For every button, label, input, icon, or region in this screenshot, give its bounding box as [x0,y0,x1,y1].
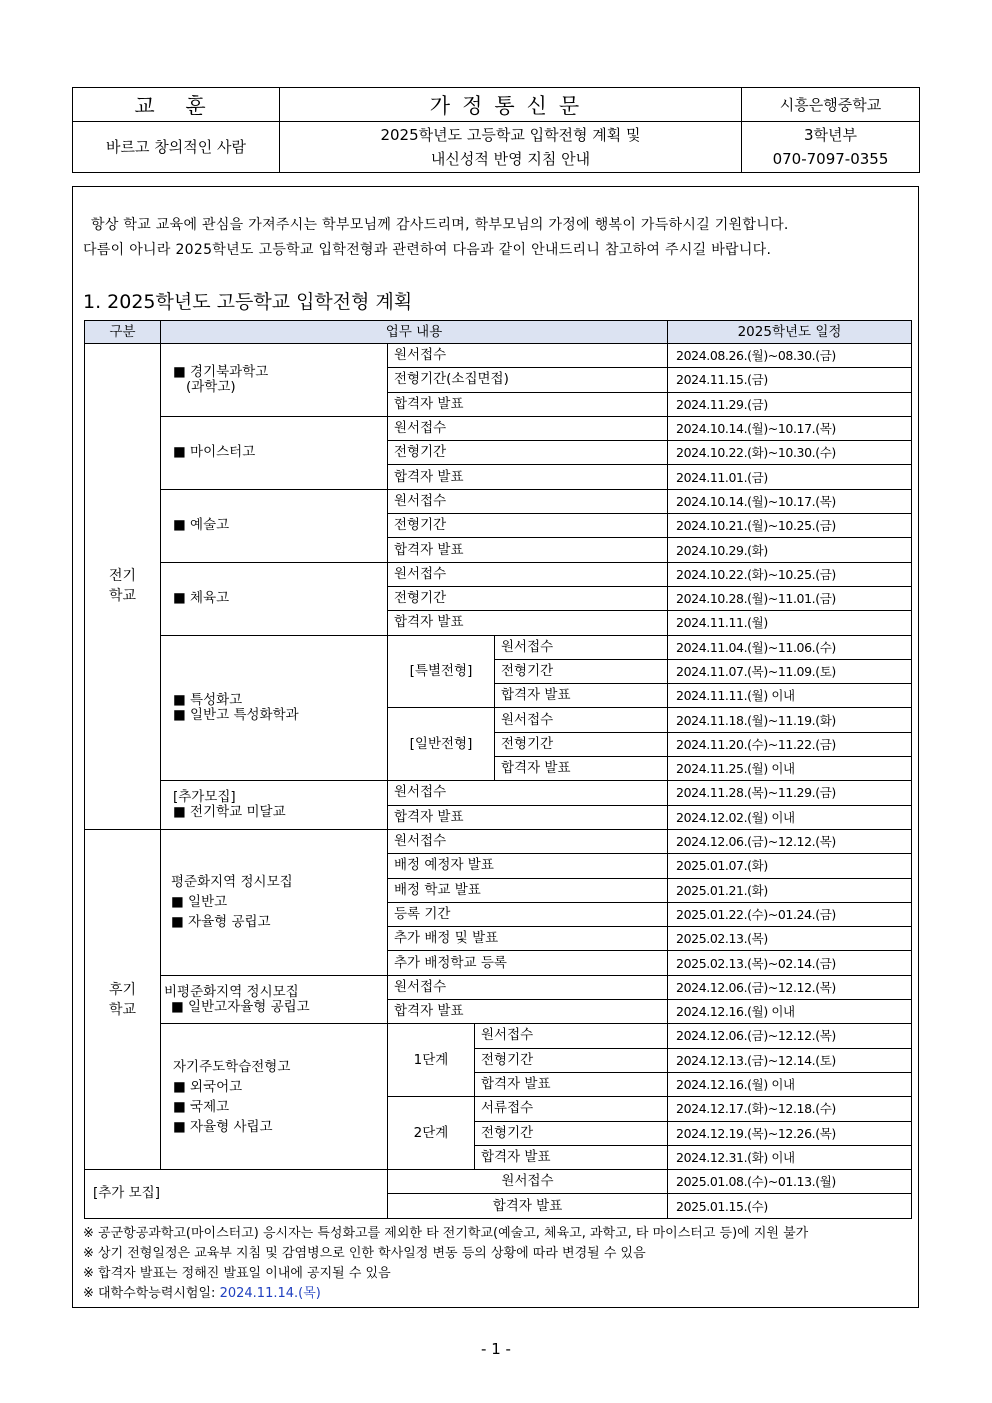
table-row: 합격자 발표 2024.10.29.(화) [85,538,912,562]
table-row: 자기주도학습전형고 ■ 외국어고 ■ 국제고 ■ 자율형 사립고 1단계 원서접수 2024.12.06.(금)~12.12.(목) [85,1024,912,1048]
school-motto: 바르고 창의적인 사람 [73,122,280,173]
table-row: ■ 마이스터고 원서접수 2024.10.14.(월)~10.17.(목) [85,416,912,440]
intro-line-1: 항상 학교 교육에 관심을 가져주시는 학부모님께 감사드리며, 학부모님의 가정에 행복이 가득하시길 기원합니다. [91,217,789,233]
table-row: 추가 배정 및 발표 2025.02.13.(목) [85,927,912,951]
motto-label: 교 훈 [73,88,280,122]
col-header-schedule: 2025학년도 일정 [668,321,912,344]
csat-date: 2024.11.14.(목) [219,1286,321,1301]
table-row: 합격자 발표 2024.12.02.(월) 이내 [85,805,912,829]
content-box [72,186,919,1308]
phone-number: 070-7097-0355 [772,150,889,168]
table-row: 합격자 발표 2024.12.16.(월) 이내 [85,1000,912,1024]
school-type-equalized: 평준화지역 정시모집 ■ 일반고 ■ 자율형 공립고 [161,829,388,975]
table-row: 합격자 발표 2024.12.31.(화) 이내 [85,1145,912,1169]
school-type-non-equalized: 비평준화지역 정시모집 ■ 일반고자율형 공립고 [161,975,388,1024]
note-2: ※ 상기 전형일정은 교육부 지침 및 감염병으로 인한 학사일정 변동 등의 상황에 따라 변경될 수 있음 [83,1246,646,1261]
table-row: ■ 특성화고 ■ 일반고 특성화학과 [특별전형] 원서접수 2024.11.04.(월)~11.06.(수) [85,635,912,659]
note-4 [83,1284,808,1304]
intro-text [83,213,911,263]
note-3: ※ 합격자 발표는 정해진 발표일 이내에 공지될 수 있음 [83,1266,391,1281]
school-type-science: ■ 경기북과학고 (과학고) [161,344,388,417]
intro-line-2: 다름이 아니라 2025학년도 고등학교 입학전형과 관련하여 다음과 같이 안내드리니 참고하여 주시길 바랍니다. [83,242,772,258]
page-number: - 1 - [481,1340,511,1358]
table-row: 합격자 발표 2025.01.15.(수) [85,1194,912,1218]
table-row: 전형기간 2024.10.22.(화)~10.30.(수) [85,441,912,465]
table-row: 배정 학교 발표 2025.01.21.(화) [85,878,912,902]
table-row: [추가모집] ■ 전기학교 미달교 원서접수 2024.11.28.(목)~11.29.(금) [85,781,912,805]
table-row: 2단계 서류접수 2024.12.17.(화)~12.18.(수) [85,1097,912,1121]
track-general: [일반전형] [388,708,495,781]
header-table [72,87,920,173]
col-header-category: 구분 [85,321,161,344]
department: 3학년부 [803,126,857,144]
table-row: 배정 예정자 발표 2025.01.07.(화) [85,854,912,878]
schedule-table [84,320,912,1219]
table-row: 전형기간 2024.11.07.(목)~11.09.(토) [85,659,912,683]
school-type-meister: ■ 마이스터고 [161,416,388,489]
extra-recruitment-label: [추가 모집] [85,1170,388,1219]
table-row: 비평준화지역 정시모집 ■ 일반고자율형 공립고 원서접수 2024.12.06.(금)~12.12.(목) [85,975,912,999]
table-row: 합격자 발표 2024.11.11.(월) [85,611,912,635]
subject-line-1: 2025학년도 고등학교 입학전형 계획 및 [380,126,641,144]
table-row: 전기 학교 ■ 경기북과학고 (과학고) 원서접수 2024.08.26.(월)~08.30.(금) [85,344,912,368]
school-type-self-directed: 자기주도학습전형고 ■ 외국어고 ■ 국제고 ■ 자율형 사립고 [161,1024,388,1170]
table-row: 등록 기간 2025.01.22.(수)~01.24.(금) [85,902,912,926]
table-row: 전형기간 2024.12.19.(목)~12.26.(목) [85,1121,912,1145]
late-school-label: 후기 학교 [85,829,161,1169]
table-row: 전형기간(소집면접) 2024.11.15.(금) [85,368,912,392]
contact-info [742,122,920,173]
early-school-label: 전기 학교 [85,344,161,830]
stage-2: 2단계 [388,1097,475,1170]
stage-1: 1단계 [388,1024,475,1097]
table-row: 합격자 발표 2024.11.01.(금) [85,465,912,489]
notes [83,1224,808,1304]
table-row: [추가 모집] 원서접수 2025.01.08.(수)~01.13.(월) [85,1170,912,1194]
table-row: [일반전형] 원서접수 2024.11.18.(월)~11.19.(화) [85,708,912,732]
note-1: ※ 공군항공과학고(마이스터고) 응시자는 특성화고를 제외한 타 전기학교(예술고, 체육고, 과학고, 타 마이스터고 등)에 지원 불가 [83,1226,809,1241]
section-title: 1. 2025학년도 고등학교 입학전형 계획 [83,291,413,313]
table-row: 전형기간 2024.11.20.(수)~11.22.(금) [85,732,912,756]
table-row: ■ 예술고 원서접수 2024.10.14.(월)~10.17.(목) [85,489,912,513]
school-name: 시흥은행중학교 [742,88,920,122]
table-row: 합격자 발표 2024.11.11.(월) 이내 [85,684,912,708]
table-row: 합격자 발표 2024.12.16.(월) 이내 [85,1072,912,1096]
document-subject [280,122,742,173]
table-row: 합격자 발표 2024.11.29.(금) [85,392,912,416]
school-type-vocational: ■ 특성화고 ■ 일반고 특성화학과 [161,635,388,781]
table-row: ■ 체육고 원서접수 2024.10.22.(화)~10.25.(금) [85,562,912,586]
track-special: [특별전형] [388,635,495,708]
col-header-task: 업무 내용 [161,321,668,344]
table-row: 전형기간 2024.10.21.(월)~10.25.(금) [85,514,912,538]
school-type-sports: ■ 체육고 [161,562,388,635]
table-row: 후기 학교 평준화지역 정시모집 ■ 일반고 ■ 자율형 공립고 원서접수 2024.12.06.(금)~12.12.(목) [85,829,912,853]
table-row: 전형기간 2024.10.28.(월)~11.01.(금) [85,586,912,610]
school-type-arts: ■ 예술고 [161,489,388,562]
school-type-early-additional: [추가모집] ■ 전기학교 미달교 [161,781,388,830]
subject-line-2: 내신성적 반영 지침 안내 [430,150,591,168]
table-row: 전형기간 2024.12.13.(금)~12.14.(토) [85,1048,912,1072]
table-row: 추가 배정학교 등록 2025.02.13.(목)~02.14.(금) [85,951,912,975]
document-title: 가정통신문 [280,88,742,122]
note-4-label: ※ 대학수학능력시험일: [83,1286,216,1301]
table-row: 합격자 발표 2024.11.25.(월) 이내 [85,757,912,781]
